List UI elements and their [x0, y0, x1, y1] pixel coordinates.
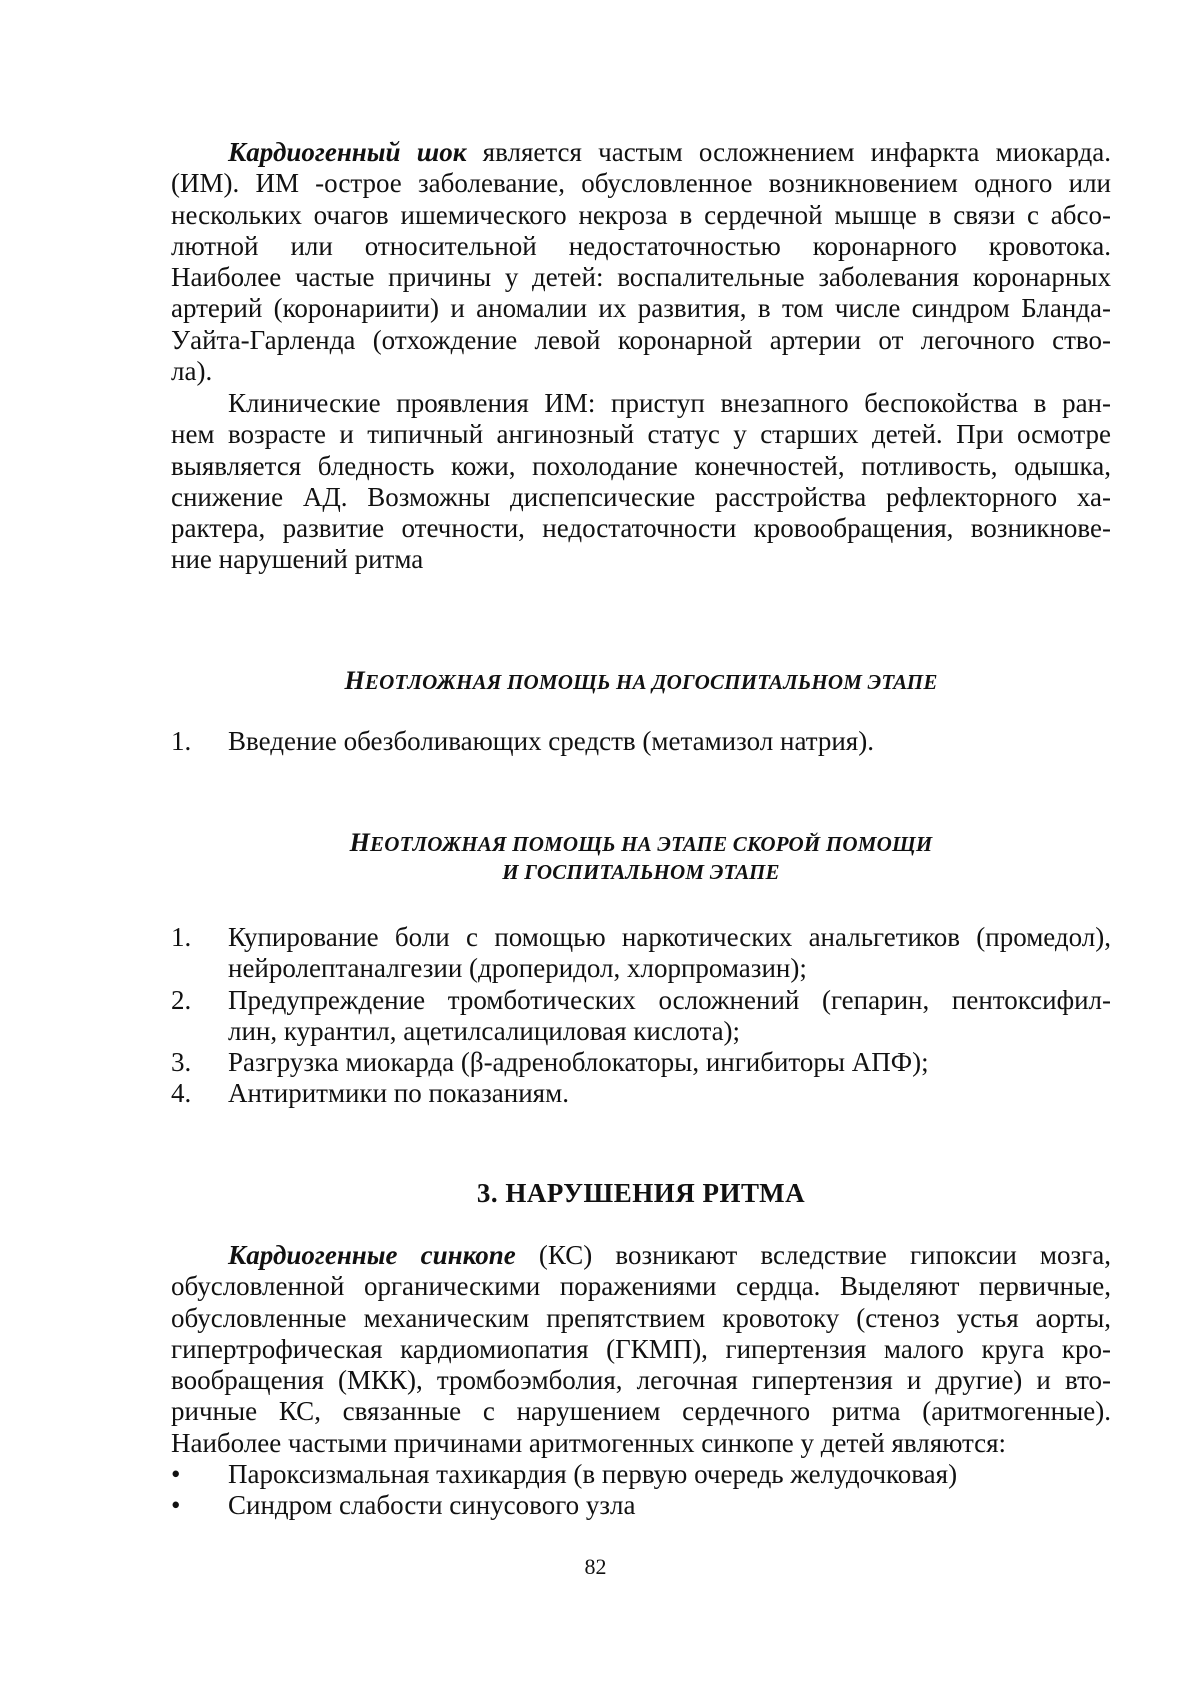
paragraph-line: Наиболее частые причины у детей: воспалительные заболевания коронарных — [171, 262, 1111, 293]
list-item — [171, 1078, 1111, 1109]
heading-emergency-hospital-care — [171, 828, 1111, 885]
arrhythmia-causes-list — [171, 1459, 1111, 1522]
paragraph-line: Уайта-Гарленда (отхождение левой коронарной артерии от легочного ство- — [171, 324, 1111, 355]
heading-prehospital-care: НЕОТЛОЖНАЯ ПОМОЩЬ НА ДОГОСПИТАЛЬНОМ ЭТАПЕ — [344, 666, 938, 695]
list-item-text: Введение обезболивающих средств (метамизол натрия). — [228, 726, 874, 756]
list-number: 2. — [171, 984, 192, 1015]
paragraph-line: ла). — [171, 356, 213, 387]
paragraph-line: вообращения (МКК), тромбоэмболия, легочная гипертензия и другие) и вто- — [171, 1365, 1111, 1396]
term-cardiogenic-shock: Кардиогенный шок — [228, 137, 467, 167]
list-item — [171, 1047, 1111, 1078]
list-number: 4. — [171, 1078, 192, 1109]
paragraph-line: Клинические проявления ИМ: приступ внезапного беспокойства в ран- — [228, 388, 1111, 418]
heading-line: НЕОТЛОЖНАЯ ПОМОЩЬ НА ЭТАПЕ СКОРОЙ ПОМОЩИ — [349, 828, 933, 857]
bullet-icon: • — [171, 1490, 181, 1521]
list-number: 1. — [171, 922, 192, 952]
paragraph-line: гипертрофическая кардиомиопатия (ГКМП), гипертензия малого круга кро- — [171, 1333, 1111, 1364]
page-number: 82 — [584, 1554, 607, 1579]
list-item-text: лин, курантил, ацетилсалициловая кислота); — [228, 1015, 741, 1046]
bullet-item — [171, 1459, 1111, 1490]
paragraph-line: лютной или относительной недостаточностью коронарного кровотока. — [171, 230, 1111, 261]
paragraph-line: снижение АД. Возможны диспепсические расстройства рефлекторного ха- — [171, 481, 1111, 512]
paragraph-line: (ИМ). ИМ -острое заболевание, обусловленное возникновением одного или — [171, 168, 1111, 199]
paragraph-line: Кардиогенные синкопе (КС) возникают вследствие гипоксии мозга, — [228, 1240, 1111, 1270]
paragraph-line: выявляется бледность кожи, похолодание конечностей, потливость, одышка, — [171, 450, 1111, 481]
list-item — [171, 726, 1111, 757]
paragraph-line: обусловленной органическими поражениями сердца. Выделяют первичные, — [171, 1271, 1111, 1302]
heading-line: И ГОСПИТАЛЬНОМ ЭТАПЕ — [502, 860, 780, 884]
paragraph-line: Кардиогенный шок является частым осложнением инфаркта миокарда. — [228, 137, 1111, 167]
bullet-icon: • — [171, 1459, 181, 1489]
list-item — [171, 922, 1111, 985]
paragraph-line: артерий (коронариити) и аномалии их развития, в том числе синдром Бланда- — [171, 293, 1111, 324]
section-title: 3. НАРУШЕНИЯ РИТМА — [476, 1178, 806, 1208]
list-item — [171, 985, 1111, 1048]
list-item-text: нейролептаналгезии (дроперидол, хлорпромазин); — [228, 953, 807, 984]
paragraph-line: нескольких очагов ишемического некроза в сердечной мышце в связи с абсо- — [171, 199, 1111, 230]
paragraph-line: Наиболее частыми причинами аритмогенных синкопе у детей являются: — [171, 1427, 1007, 1458]
bullet-text: Пароксизмальная тахикардия (в первую очередь желудочковая) — [228, 1459, 958, 1489]
list-item-text: Предупреждение тромботических осложнений (гепарин, пентоксифил- — [228, 984, 1111, 1015]
paragraph-line: обусловленные механическим препятствием кровотоку (стеноз устья аорты, — [171, 1302, 1111, 1333]
paragraph-clinical-signs — [171, 388, 1111, 576]
paragraph-line: нем возрасте и типичный ангинозный статус у старших детей. При осмотре — [171, 419, 1111, 450]
paragraph-cardiogenic-syncope — [171, 1240, 1111, 1459]
paragraph-cardiogenic-shock — [171, 137, 1111, 387]
bullet-item — [171, 1490, 1111, 1521]
paragraph-line: ние нарушений ритма — [171, 544, 424, 575]
list-number: 3. — [171, 1047, 192, 1078]
bullet-text: Синдром слабости синусового узла — [228, 1490, 636, 1521]
term-cardiogenic-syncope: Кардиогенные синкопе — [228, 1240, 516, 1270]
list-item-text: Купирование боли с помощью наркотических анальгетиков (промедол), — [228, 922, 1111, 952]
paragraph-line: ричные КС, связанные с нарушением сердечного ритма (аритмогенные). — [171, 1396, 1111, 1427]
list-item-text: Антиритмики по показаниям. — [228, 1078, 569, 1109]
paragraph-line: рактера, развитие отечности, недостаточности кровообращения, возникнове- — [171, 513, 1111, 544]
hospital-care-list — [171, 922, 1111, 1110]
list-item-text: Разгрузка миокарда (β-адреноблокаторы, ингибиторы АПФ); — [228, 1047, 929, 1078]
prehospital-list — [171, 726, 1111, 757]
list-number: 1. — [171, 726, 192, 756]
